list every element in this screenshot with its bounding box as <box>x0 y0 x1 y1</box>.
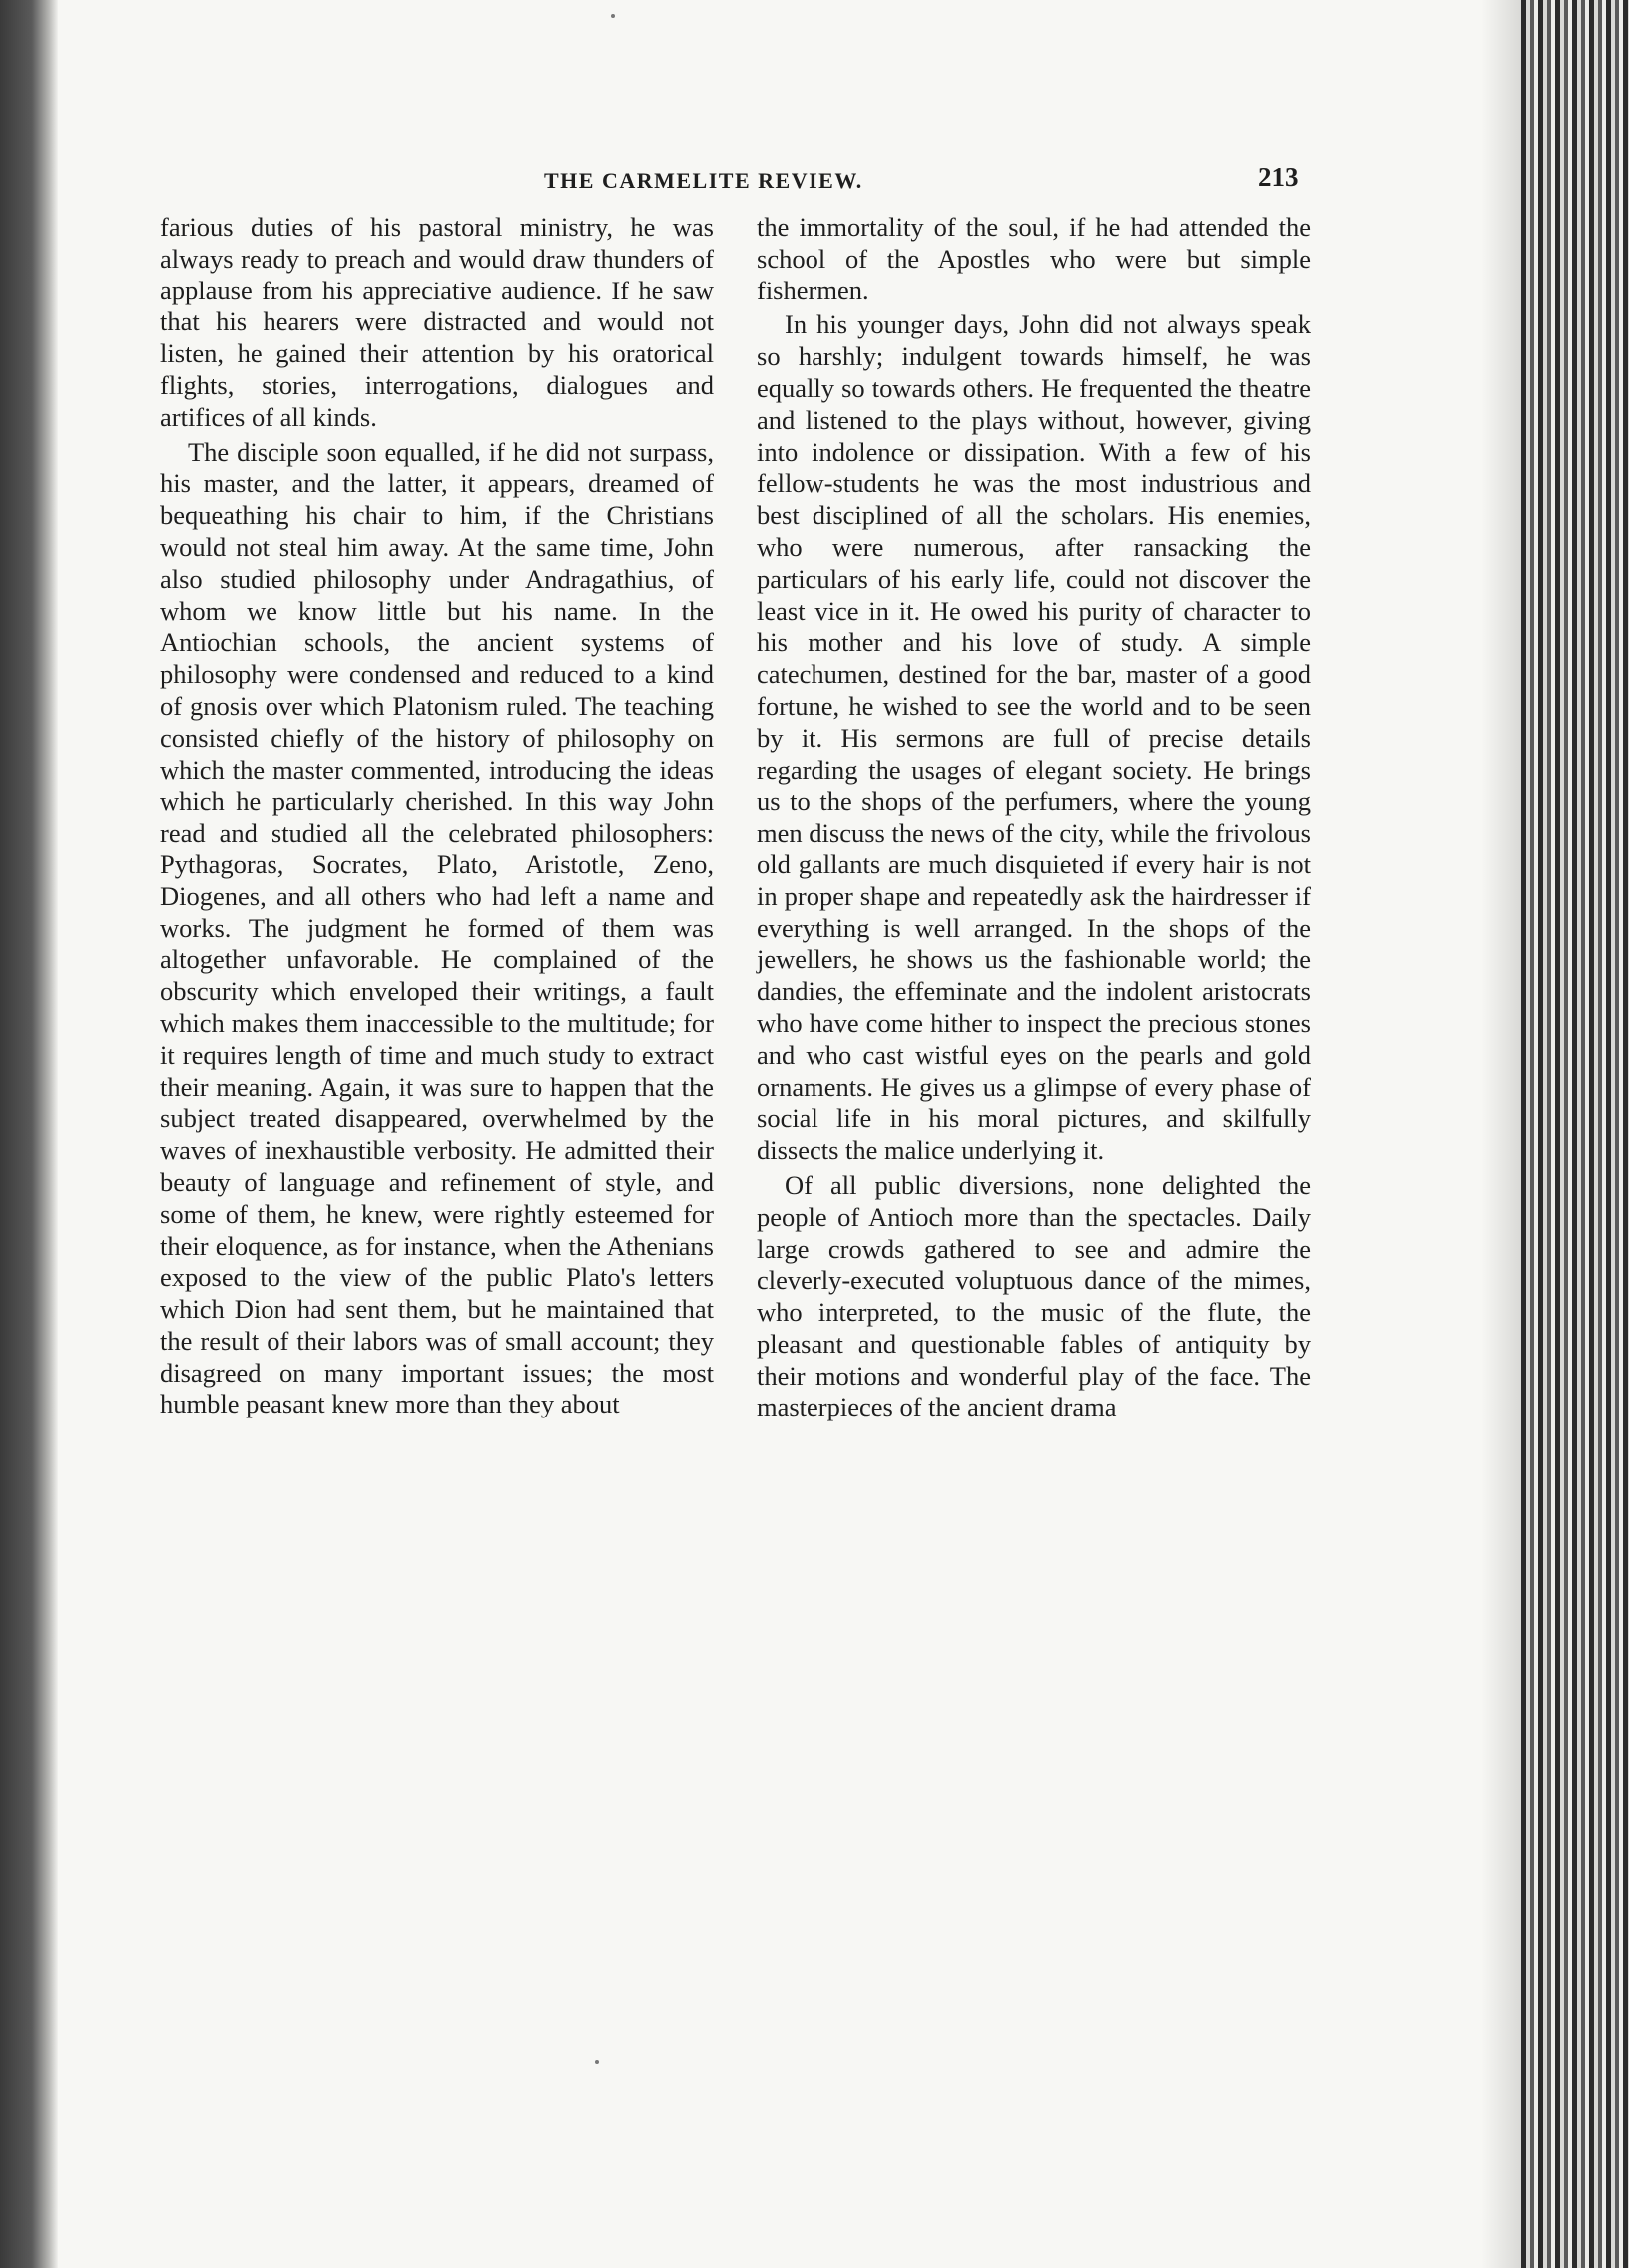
scan-left-margin <box>0 0 58 2268</box>
paragraph: The disciple soon equalled, if he did not surpass, his master, and the latter, it appears, dreamed of bequeathing his chair to him, if the Christians would not steal him away. At the same time, John also studied philosophy under Andragathius, of whom we know little but his name. In the Antiochian schools, the ancient systems of philosophy were condensed and reduced to a kind of gnosis over which Platonism ruled. The teaching consisted chiefly of the history of philosophy on which the master commented, introducing the ideas which he particularly cherished. In this way John read and studied all the celebrated philosophers: Pythagoras, Socrates, Plato, Aristotle, Zeno, Diogenes, and all others who had left a name and works. The judgment he formed of them was altogether unfavorable. He complained of the obscurity which enveloped their writings, a fault which makes them inaccessible to the multitude; for it requires length of time and much study to extract their meaning. Again, it was sure to happen that the subject treated disappeared, overwhelmed by the waves of inexhaustible verbosity. He admitted their beauty of language and refinement of style, and some of them, he knew, were rightly esteemed for their eloquence, as for instance, when the Athenians exposed to the view of the public Plato's letters which Dion had sent them, but he maintained that the result of their labors was of small account; they disagreed on many important issues; the most humble peasant knew more than they about <box>160 436 714 1419</box>
book-page-edges <box>1521 0 1629 2268</box>
scan-speck <box>595 2060 599 2064</box>
paragraph: Of all public diversions, none delighted the people of Antioch more than the spectacles. Daily large crowds gathered to see and admire the cleverly-executed voluptuous dance of the mimes, who interpreted, to the music of the flute, the pleasant and questionable fables of antiquity by their motions and wonderful play of the face. The masterpieces of the ancient drama <box>757 1169 1311 1422</box>
paragraph: In his younger days, John did not always speak so harshly; indulgent towards himself, he was equally so towards others. He frequented the theatre and listened to the plays without, however, giving into indolence or dissipation. With a few of his fellow-students he was the most industrious and best disciplined of all the scholars. His enemies, who were numerous, after ransacking the particulars of his early life, could not discover the least vice in it. He owed his purity of character to his mother and his love of study. A simple catechumen, destined for the bar, master of a good fortune, he wished to see the world and to be seen by it. His sermons are full of precise details regarding the usages of elegant society. He brings us to the shops of the perfumers, where the young men discuss the news of the city, while the frivolous old gallants are much disquieted if every hair is not in proper shape and repeatedly ask the hairdresser if everything is well arranged. In the shops of the jewellers, he shows us the fashionable world; the dandies, the effeminate and the indolent aristocrats who have come hither to inspect the precious stones and who cast wistful eyes on the pearls and gold ornaments. He gives us a glimpse of every phase of social life in his moral pictures, and skilfully dissects the malice underlying it. <box>757 309 1311 1166</box>
right-column <box>757 212 1311 1423</box>
gutter-shadow <box>1481 0 1521 2268</box>
running-title: THE CARMELITE REVIEW. <box>544 168 863 193</box>
page-header <box>150 162 1328 202</box>
page-number: 213 <box>1258 162 1299 192</box>
scan-speck <box>611 14 615 18</box>
paragraph: farious duties of his pastoral ministry, he was always ready to preach and would draw thunders of applause from his appreciative audience. If he saw that his hearers were distracted and would not listen, he gained their attention by his oratorical flights, stories, interrogations, dialogues and artifices of all kinds. <box>160 212 714 432</box>
left-column <box>160 212 714 1420</box>
paragraph: the immortality of the soul, if he had attended the school of the Apostles who were but simple fishermen. <box>757 212 1311 305</box>
